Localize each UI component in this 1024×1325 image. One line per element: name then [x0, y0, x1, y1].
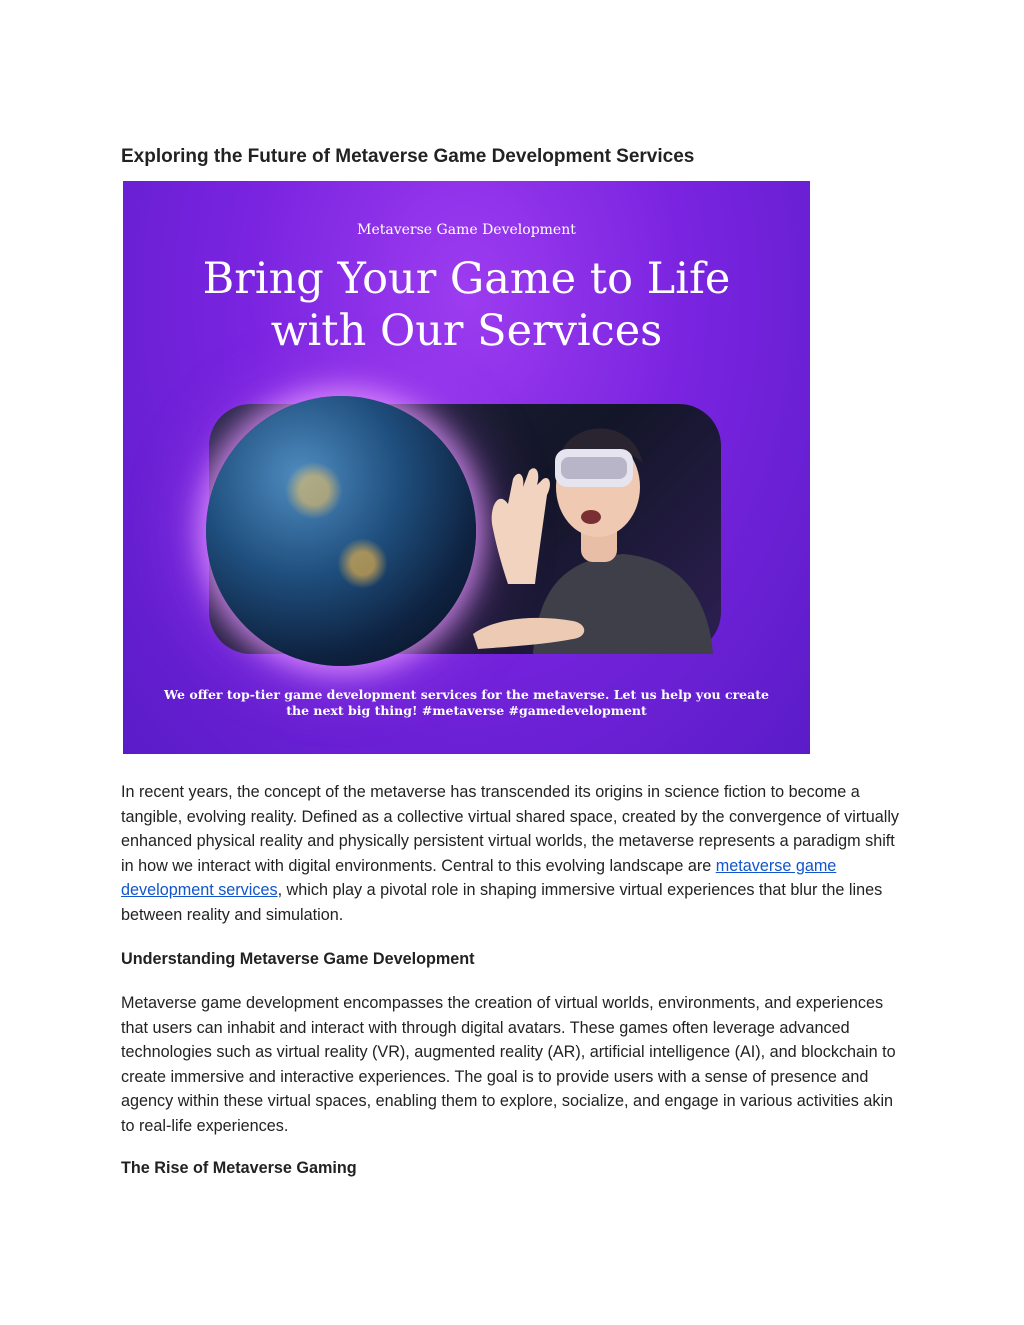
vr-headset-person-illustration	[463, 409, 723, 654]
intro-paragraph	[121, 780, 911, 927]
earth-globe-illustration	[206, 396, 476, 666]
promo-banner-image	[123, 181, 810, 754]
banner-caption: We offer top-tier game development services for the metaverse. Let us help you create the next big thing! #metaverse #gamedevelopment	[164, 687, 769, 718]
document-title: Exploring the Future of Metaverse Game Development Services	[121, 146, 695, 167]
intro-text-before-link: In recent years, the concept of the metaverse has transcended its origins in science fiction to become a tangible, evolving reality. Defined as a collective virtual shared space, created by the convergence of virtually enhanced physical reality and physically persistent virtual worlds, the metaverse represents a paradigm shift in how we interact with digital environments. Central to this evolving landscape are	[121, 783, 900, 875]
section-heading-understanding: Understanding Metaverse Game Development	[121, 950, 475, 968]
banner-headline	[123, 253, 810, 357]
metaverse-game-development-services-link[interactable]: metaverse game development services	[121, 856, 837, 899]
banner-headline-line2: with Our Services	[270, 306, 663, 356]
section-body-understanding: Metaverse game development encompasses the creation of virtual worlds, environments, and experiences that users can inhabit and interact with through digital avatars. These games often leverage advanced technologies such as virtual reality (VR), augmented reality (AR), artificial intelligence (AI), and blockchain to create immersive and interactive experiences. The goal is to provide users with a sense of presence and agency within these virtual spaces, enabling them to explore, socialize, and engage in various activities akin to real-life experiences.	[121, 994, 896, 1135]
banner-kicker: Metaverse Game Development	[357, 222, 576, 238]
section-heading-rise: The Rise of Metaverse Gaming	[121, 1159, 357, 1177]
banner-headline-line1: Bring Your Game to Life	[202, 254, 731, 304]
intro-text-after-link: , which play a pivotal role in shaping immersive virtual experiences that blur the lines between reality and simulation.	[121, 881, 883, 924]
